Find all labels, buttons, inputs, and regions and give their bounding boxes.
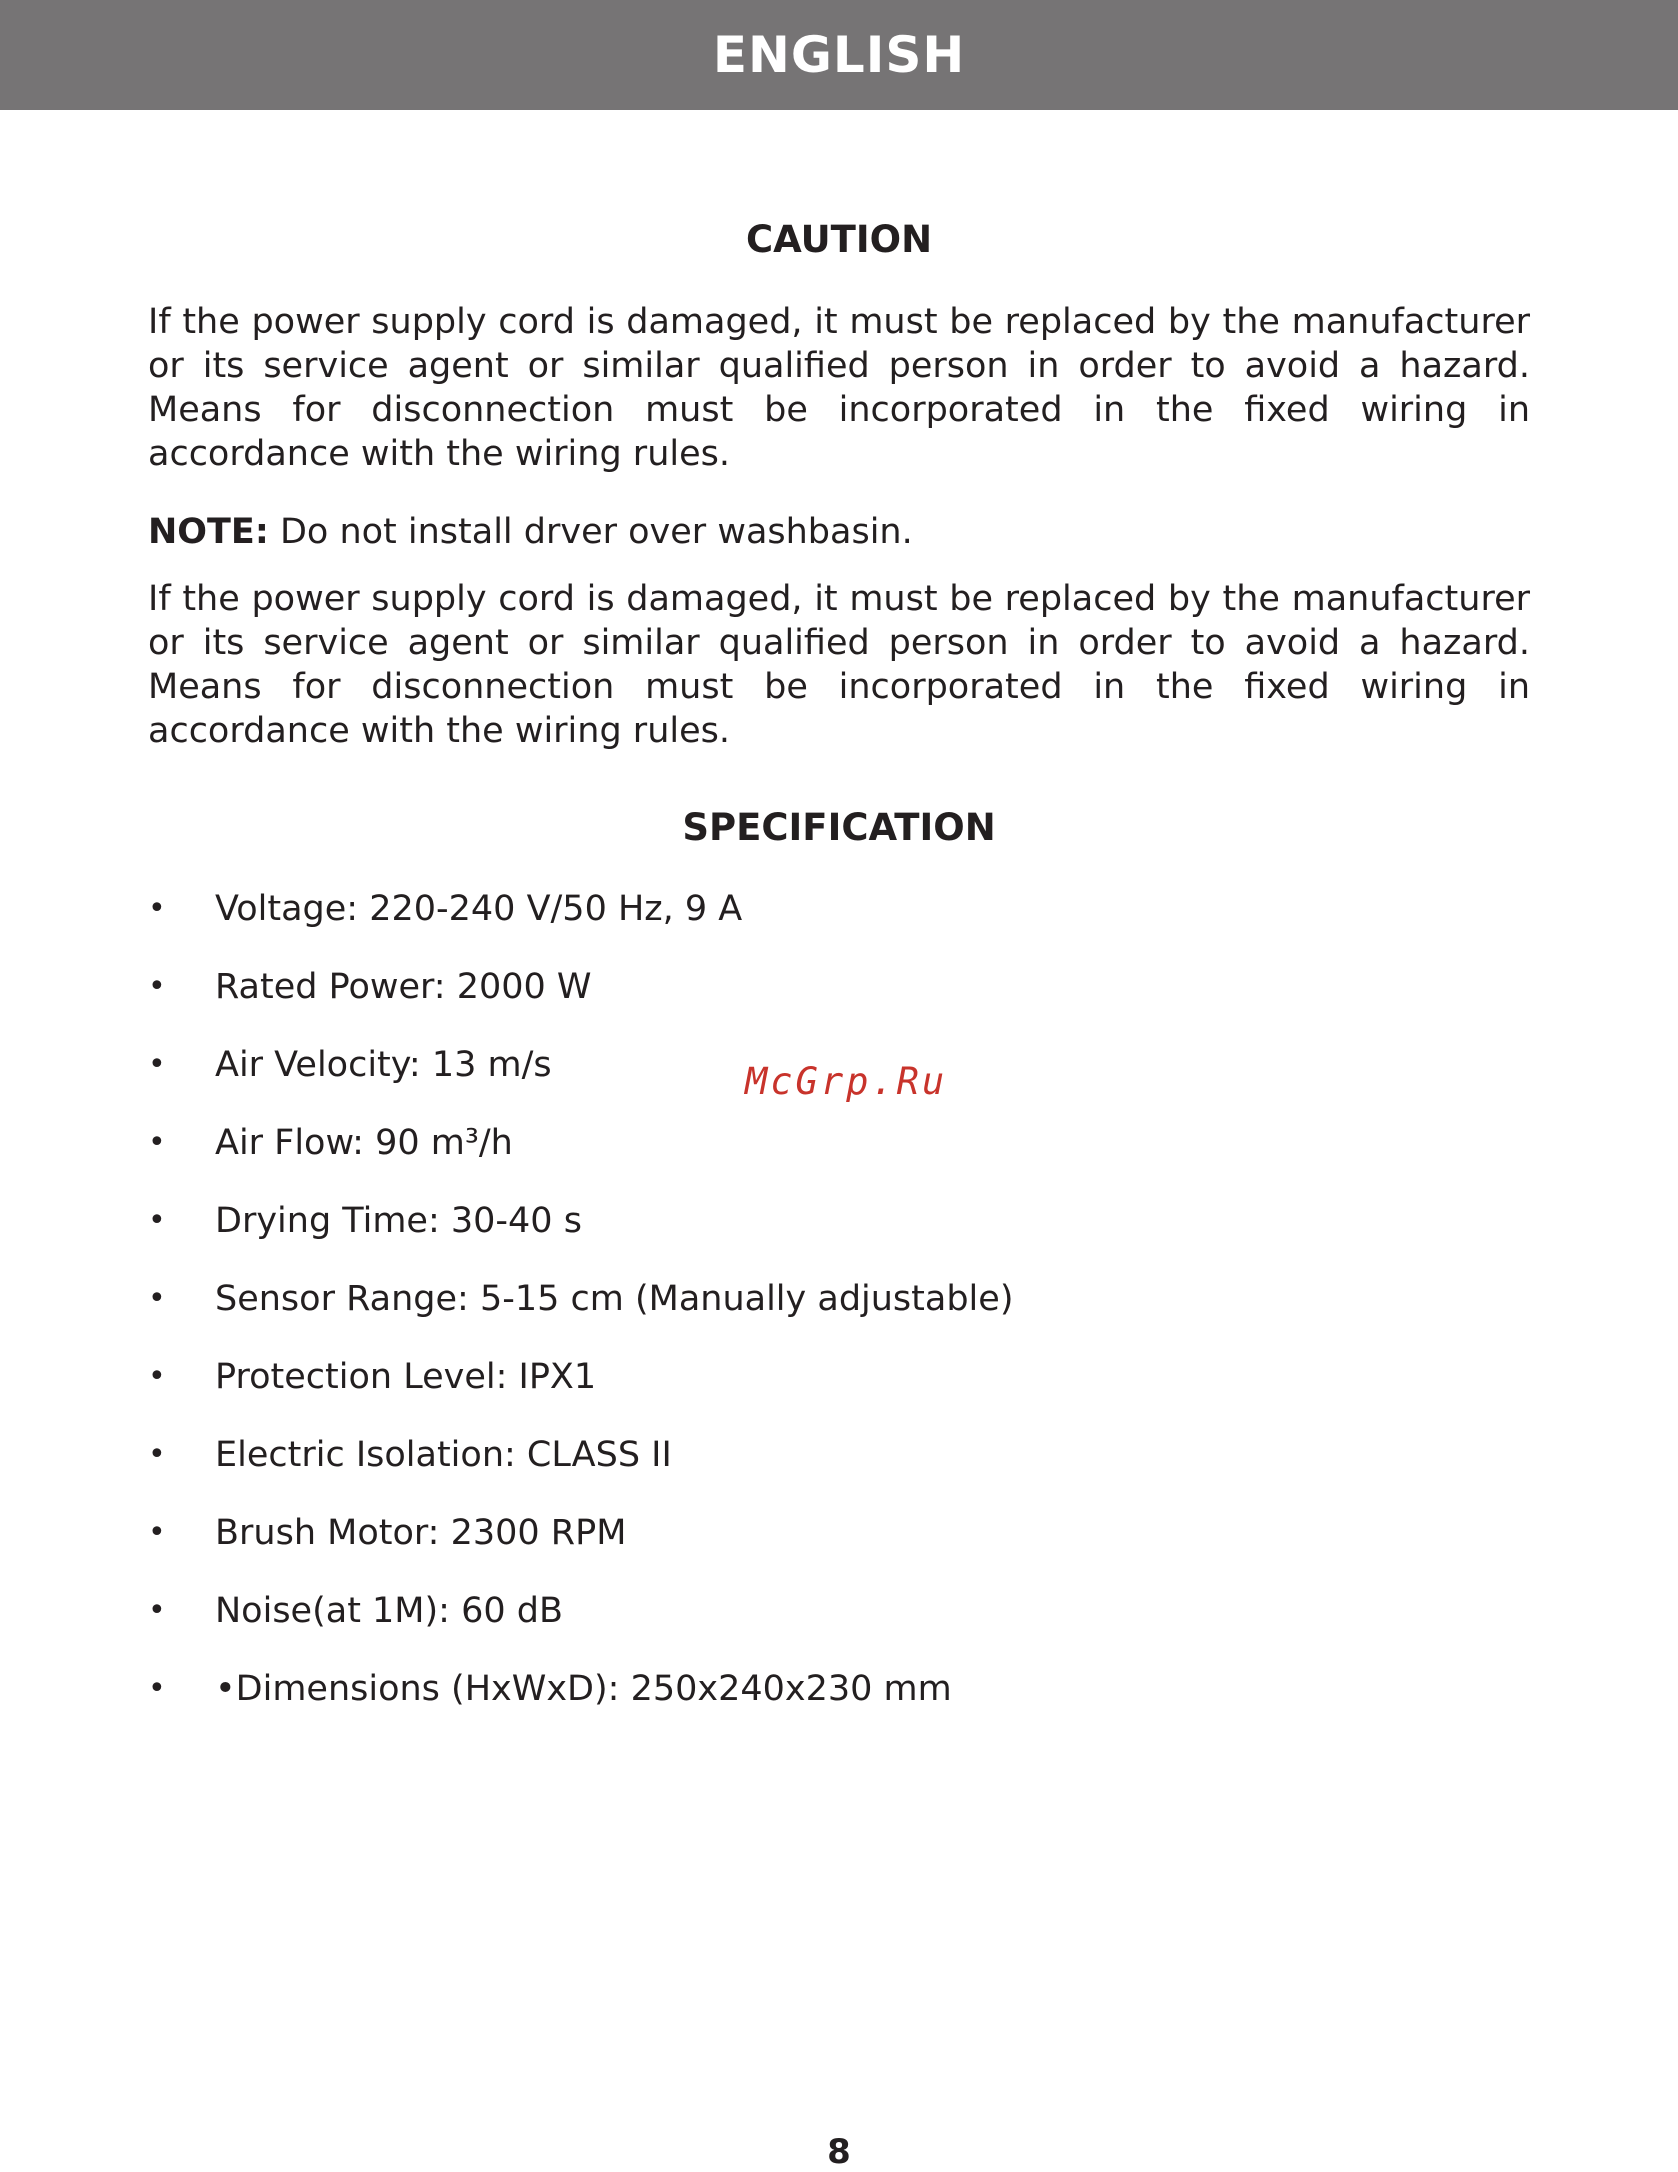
spec-voltage: Voltage: 220-240 V/50 Hz, 9 A [215,889,743,929]
spec-air-flow: Air Flow: 90 m³/h [215,1123,513,1163]
bullet-icon: • [148,1515,166,1550]
spec-sensor-range: Sensor Range: 5-15 cm (Manually adjustable) [215,1279,1014,1319]
bullet-icon: • [148,1437,166,1472]
spec-air-velocity: Air Velocity: 13 m/s [215,1045,552,1085]
header-title: ENGLISH [712,26,966,84]
page-number: 8 [827,2132,851,2172]
spec-protection-level: Protection Level: IPX1 [215,1357,597,1397]
spec-rated-power: Rated Power: 2000 W [215,967,592,1007]
note-text: Do not install drver over washbasin. [268,512,913,552]
spec-drying-time: Drying Time: 30-40 s [215,1201,582,1241]
bullet-icon: • [148,969,166,1004]
note-line [148,510,1530,554]
spec-electric-isolation: Electric Isolation: CLASS II [215,1435,672,1475]
bullet-icon: • [148,1593,166,1628]
header-bar [0,0,1678,110]
watermark: McGrp.Ru [745,1060,948,1103]
bullet-icon: • [148,1125,166,1160]
caution-paragraph-1: If the power supply cord is damaged, it must be replaced by the manufacturer or its service agent or similar qualified person in order to avoid a hazard. Means for disconnection must be incorporated in the fixed wiring in accordance with the wiring rules. [148,302,1530,474]
spec-noise: Noise(at 1M): 60 dB [215,1591,563,1631]
bullet-icon: • [148,1359,166,1394]
bullet-icon: • [148,1203,166,1238]
specification-heading: SPECIFICATION [682,806,996,849]
bullet-icon: • [148,1281,166,1316]
caution-heading: CAUTION [745,218,933,261]
caution-paragraph-2: If the power supply cord is damaged, it must be replaced by the manufacturer or its service agent or similar qualified person in order to avoid a hazard. Means for disconnection must be incorporated in the fixed wiring in accordance with the wiring rules. [148,579,1530,751]
bullet-icon: • [148,1671,166,1706]
bullet-icon: • [148,1047,166,1082]
spec-dimensions: •Dimensions (HxWxD): 250x240x230 mm [215,1669,952,1709]
note-label: NOTE: [148,512,269,552]
bullet-icon: • [148,891,166,926]
spec-brush-motor: Brush Motor: 2300 RPM [215,1513,627,1553]
